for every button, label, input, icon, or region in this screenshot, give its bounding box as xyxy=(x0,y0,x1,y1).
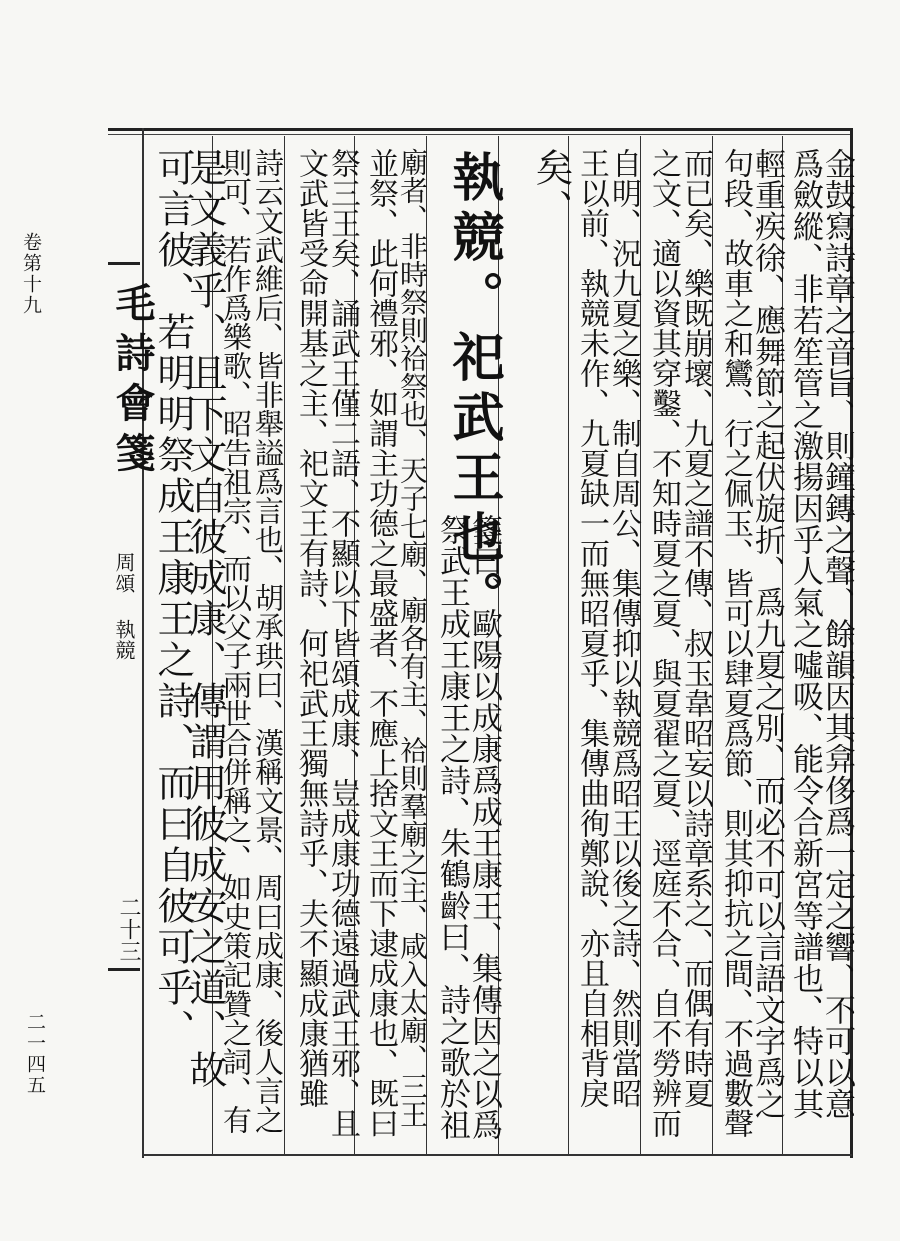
commentary-column: 是文義乎、且下文自彼成康、傳謂用彼成安之道、故 xyxy=(183,148,227,1091)
text-column: 矣、 xyxy=(529,148,573,230)
page-number: 二一四五 xyxy=(24,1012,46,1096)
leaf-number: 二十三 xyxy=(116,896,141,962)
poem-heading: 執競。祀武王也。 xyxy=(443,150,504,630)
text-column: 金鼓寫詩章之音旨、則鐘鏄之聲、餘韻因其弇侈爲一定之響、不可以意 xyxy=(819,148,855,1120)
text-column: 句段、故車之和鸞、行之佩玉、皆可以肆夏爲節、則其抑抗之間、不過數聲 xyxy=(718,148,753,1138)
commentary-column: 並祭、此何禮邪、如謂主功德之最盛者、不應上捨文王而下逮成康也、既曰 xyxy=(363,148,398,1138)
commentary-column: 廟者、非時祭則祫祭也、天子七廟、廟各有主、祫則羣廟之主、咸入太廟、三王 xyxy=(396,148,429,1128)
volume-label: 卷第十九 xyxy=(20,232,42,316)
commentary-column: 祭三王矣、誦武王僅二語、不顯以下皆頌成康、豈成康功德遠過武王邪、且 xyxy=(325,148,360,1138)
commentary-column: 文武皆受命開基之主、祀文王有詩、何祀武王獨無詩乎、夫不顯成康猶雖 xyxy=(293,148,328,1108)
text-column: 王以前、執競未作、九夏缺一而無昭夏乎、集傳曲徇鄭說、亦且自相背戾 xyxy=(574,148,609,1108)
commentary-column: 箋曰、歐陽以成康爲成王康王、集傳因之以爲 xyxy=(466,514,502,1141)
text-column: 爲斂縱、非若笙管之激揚因乎人氣之噓吸、能令合新宮等譜也、特以其 xyxy=(787,148,823,1120)
commentary-column: 祭武王成王康王之詩、朱鶴齡曰、詩之歌於祖 xyxy=(434,514,470,1141)
column-rule xyxy=(568,136,569,1154)
fish-tail-mark-bottom xyxy=(108,968,140,971)
commentary-column: 可言彼、若明明祭成王康王之詩、而曰自彼可乎、 xyxy=(151,148,195,1050)
frame-top-rule xyxy=(108,128,853,131)
frame-bottom-rule xyxy=(142,1154,852,1156)
text-column: 自明、況九夏之樂、制自周公、集傳抑以執競爲昭王以後之詩、然則當昭 xyxy=(606,148,641,1108)
commentary-column: 則可、若作爲樂歌、昭告祖宗、而以父子兩世合併稱之、如史策記贊之詞、有 xyxy=(219,148,253,1134)
frame-top-rule-inner xyxy=(108,134,853,135)
text-column: 輕重疾徐、應舞節之起伏旋折、爲九夏之別、而必不可以言語文字爲之 xyxy=(749,148,785,1120)
commentary-column: 詩云文武維后、皆非舉謚爲言也、胡承珙曰、漢稱文景、周曰成康、後人言之 xyxy=(251,148,285,1134)
book-title: 毛詩會箋 xyxy=(109,282,156,482)
section-label: 周頌 執競 xyxy=(112,552,136,661)
text-column: 之文、適以資其穿鑿、不知時夏之夏、與夏翟之夏、逕庭不合、自不勞辨而 xyxy=(646,148,681,1138)
fish-tail-mark-top xyxy=(108,262,140,265)
text-column: 而已矣、樂既崩壞、九夏之譜不傳、叔玉韋昭妄以詩章系之、而偶有時夏 xyxy=(678,148,713,1108)
